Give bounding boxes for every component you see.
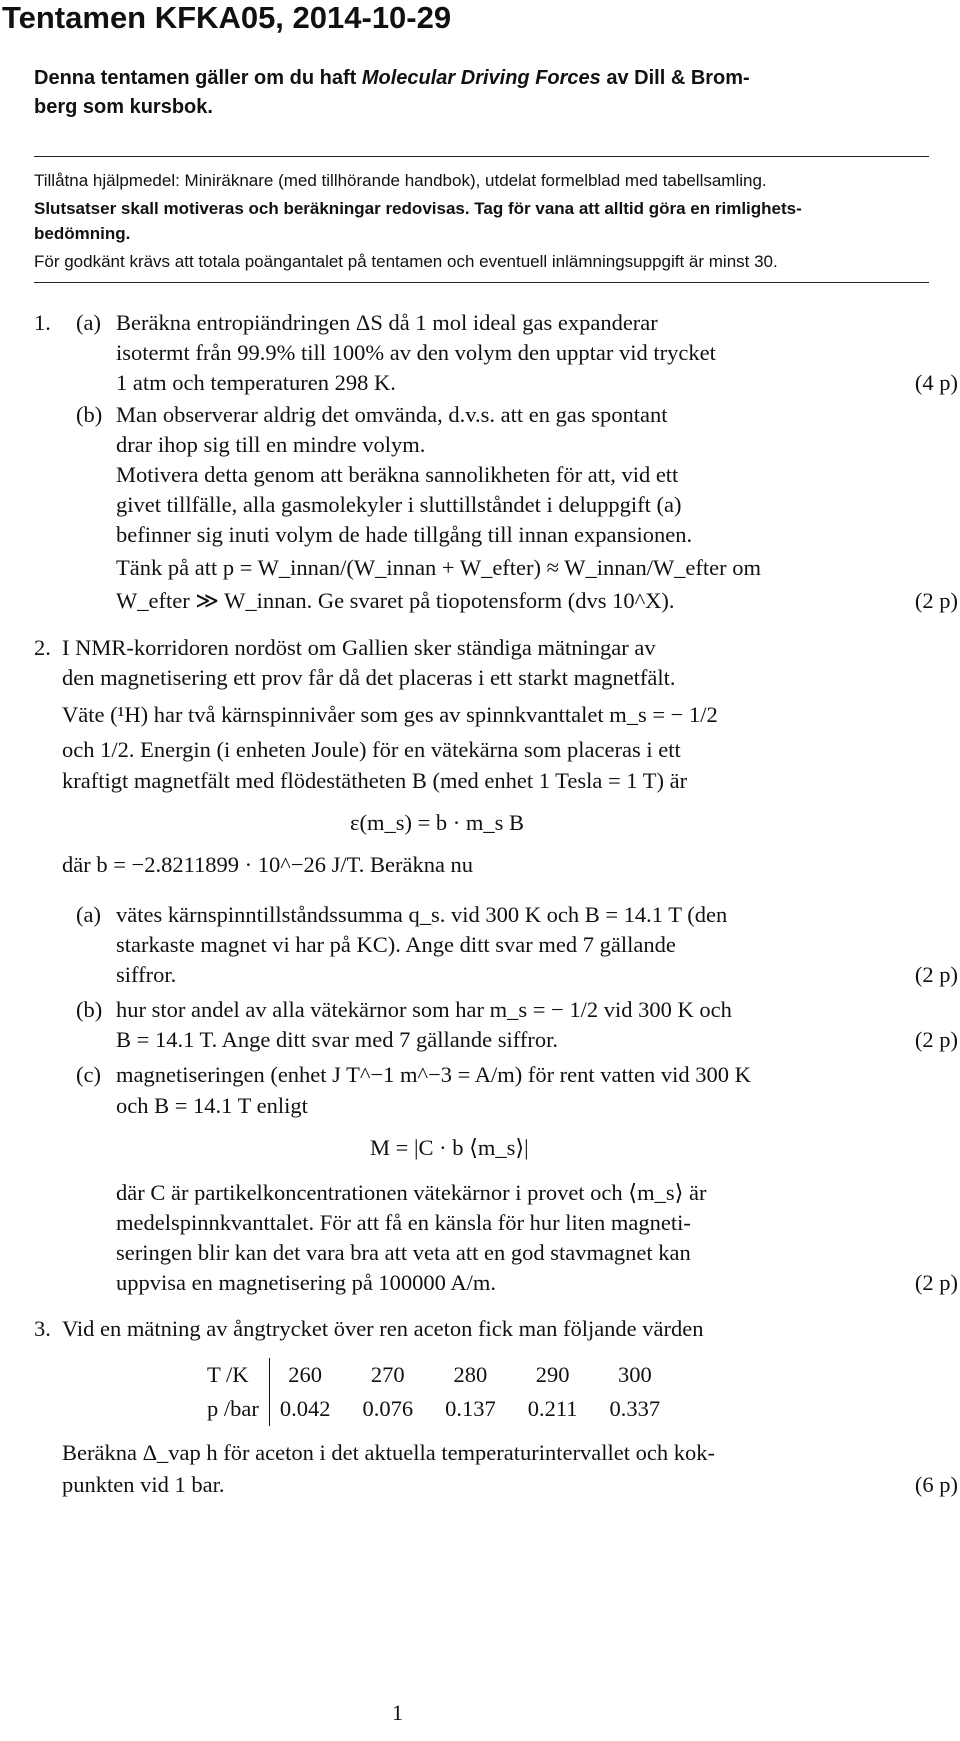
q2a-line3: siffror. (116, 962, 177, 987)
q2c-line5: seringen blir kan det vara bra att veta att en god stavmagnet kan (116, 1240, 691, 1265)
motivate-line1: Slutsatser skall motiveras och beräkningar redovisas. Tag för vana att alltid göra en rimlighets- (34, 199, 802, 218)
q1b-line1: Man observerar aldrig det omvända, d.v.s. att en gas spontant (116, 402, 668, 427)
q1b-line2: drar ihop sig till en mindre volym. (116, 432, 426, 457)
table-cell: 280 (453, 1362, 488, 1387)
q1b-line3: Motivera detta genom att beräkna sannolikheten för att, vid ett (116, 462, 679, 487)
q3-points: (6 p) (914, 1472, 958, 1497)
q1b-line5: befinner sig inuti volym de hade tillgång till innan expansionen. (116, 522, 693, 547)
q3-intro: Vid en mätning av ångtrycket över ren aceton fick man följande värden (62, 1316, 704, 1341)
q2b-line1: hur stor andel av alla vätekärnor som har m_s = − 1/2 vid 300 K och (116, 997, 732, 1022)
aids-text: Tillåtna hjälpmedel: Miniräknare (med tillhörande handbok), utdelat formelblad med tabellsamling. (34, 171, 767, 190)
q3-number: 3. (34, 1316, 51, 1341)
q2-line2: den magnetisering ett prov får då det placeras i ett starkt magnetfält. (62, 665, 676, 690)
subtitle-pre: Denna tentamen gäller om du haft (34, 67, 362, 89)
q2c-points: (2 p) (914, 1270, 958, 1295)
motivate-line2: bedömning. (34, 224, 131, 243)
q2-line4: och 1/2. Energin (i enheten Joule) för en vätekärna som placeras i ett (62, 737, 681, 762)
table-row (197, 1392, 682, 1426)
q2b-line2: B = 14.1 T. Ange ditt svar med 7 gällande siffror. (116, 1027, 559, 1052)
q2a-points: (2 p) (914, 962, 958, 987)
bottom-rule (34, 282, 929, 283)
q2-where: där b = −2.8211899 · 10^−26 J/T. Beräkna nu (62, 852, 474, 877)
q1-number: 1. (34, 310, 51, 335)
q1a-line2: isotermt från 99.9% till 100% av den volym den upptar vid trycket (116, 340, 716, 365)
q1b-line6: Tänk på att p = W_innan/(W_innan + W_efter) ≈ W_innan/W_efter om (116, 555, 762, 580)
table-cell: 290 (535, 1362, 570, 1387)
top-rule (34, 156, 929, 157)
q2-line5: kraftigt magnetfält med flödestätheten B (med enhet 1 Tesla = 1 T) är (62, 768, 688, 793)
vapor-pressure-table (197, 1358, 682, 1426)
subtitle-post: av Dill & Brom- (600, 67, 750, 89)
table-cell: 260 (288, 1362, 323, 1387)
table-cell: 270 (370, 1362, 405, 1387)
table-row (197, 1358, 682, 1392)
table-row-head: p /bar (197, 1392, 269, 1426)
table-cell: 0.337 (609, 1396, 661, 1421)
table-cell: 0.042 (279, 1396, 331, 1421)
q2a-label: (a) (76, 902, 101, 927)
page-number: 1 (392, 1700, 403, 1725)
q2b-label: (b) (76, 997, 103, 1022)
subtitle-line2: berg som kursbok. (34, 96, 213, 118)
q2-line3: Väte (¹H) har två kärnspinnivåer som ges av spinnkvanttalet m_s = − 1/2 (62, 702, 718, 727)
q1a-label: (a) (76, 310, 101, 335)
book-title: Molecular Driving Forces (361, 67, 601, 89)
q2a-line1: vätes kärnspinntillståndssumma q_s. vid 300 K och B = 14.1 T (den (116, 902, 728, 927)
q2-number: 2. (34, 635, 51, 660)
page-title: Tentamen KFKA05, 2014-10-29 (2, 0, 452, 35)
q2-line1: I NMR-korridoren nordöst om Gallien sker ständiga mätningar av (62, 635, 656, 660)
q2c-line2: och B = 14.1 T enligt (116, 1093, 308, 1118)
q2c-label: (c) (76, 1062, 101, 1087)
q2c-line4: medelspinnkvanttalet. För att få en känsla för hur liten magneti- (116, 1210, 691, 1235)
q3-line2: punkten vid 1 bar. (62, 1472, 225, 1497)
q1b-label: (b) (76, 402, 103, 427)
q1a-points: (4 p) (914, 370, 958, 395)
q1a-line3: 1 atm och temperaturen 298 K. (116, 370, 396, 395)
q2a-line2: starkaste magnet vi har på KC). Ange ditt svar med 7 gällande (116, 932, 676, 957)
q2c-equation: M = |C · b ⟨m_s⟩| (370, 1135, 529, 1160)
q3-line1: Beräkna Δ_vap h för aceton i det aktuella temperaturintervallet och kok- (62, 1440, 715, 1465)
q2c-line1: magnetiseringen (enhet J T^−1 m^−3 = A/m) för rent vatten vid 300 K (116, 1062, 751, 1087)
course-note (34, 64, 929, 122)
q2b-points: (2 p) (914, 1027, 958, 1052)
q1b-line7: W_efter ≫ W_innan. Ge svaret på tiopotensform (dvs 10^X). (116, 588, 675, 613)
motivate-text (34, 196, 929, 246)
table-cell: 300 (617, 1362, 652, 1387)
q2-equation: ε(m_s) = b · m_s B (350, 810, 525, 835)
table-cell: 0.211 (527, 1396, 578, 1421)
q1a-line1: Beräkna entropiändringen ΔS då 1 mol ideal gas expanderar (116, 310, 658, 335)
q1b-line4: givet tillfälle, alla gasmolekyler i sluttillståndet i deluppgift (a) (116, 492, 682, 517)
q1b-points: (2 p) (914, 588, 958, 613)
q2c-line6: uppvisa en magnetisering på 100000 A/m. (116, 1270, 496, 1295)
table-cell: 0.076 (362, 1396, 414, 1421)
table-row-head: T /K (197, 1358, 269, 1392)
q2c-line3: där C är partikelkoncentrationen vätekärnor i provet och ⟨m_s⟩ är (116, 1180, 707, 1205)
table-cell: 0.137 (445, 1396, 496, 1421)
pass-text: För godkänt krävs att totala poängantalet på tentamen och eventuell inlämningsuppgift är minst 30. (34, 252, 778, 271)
